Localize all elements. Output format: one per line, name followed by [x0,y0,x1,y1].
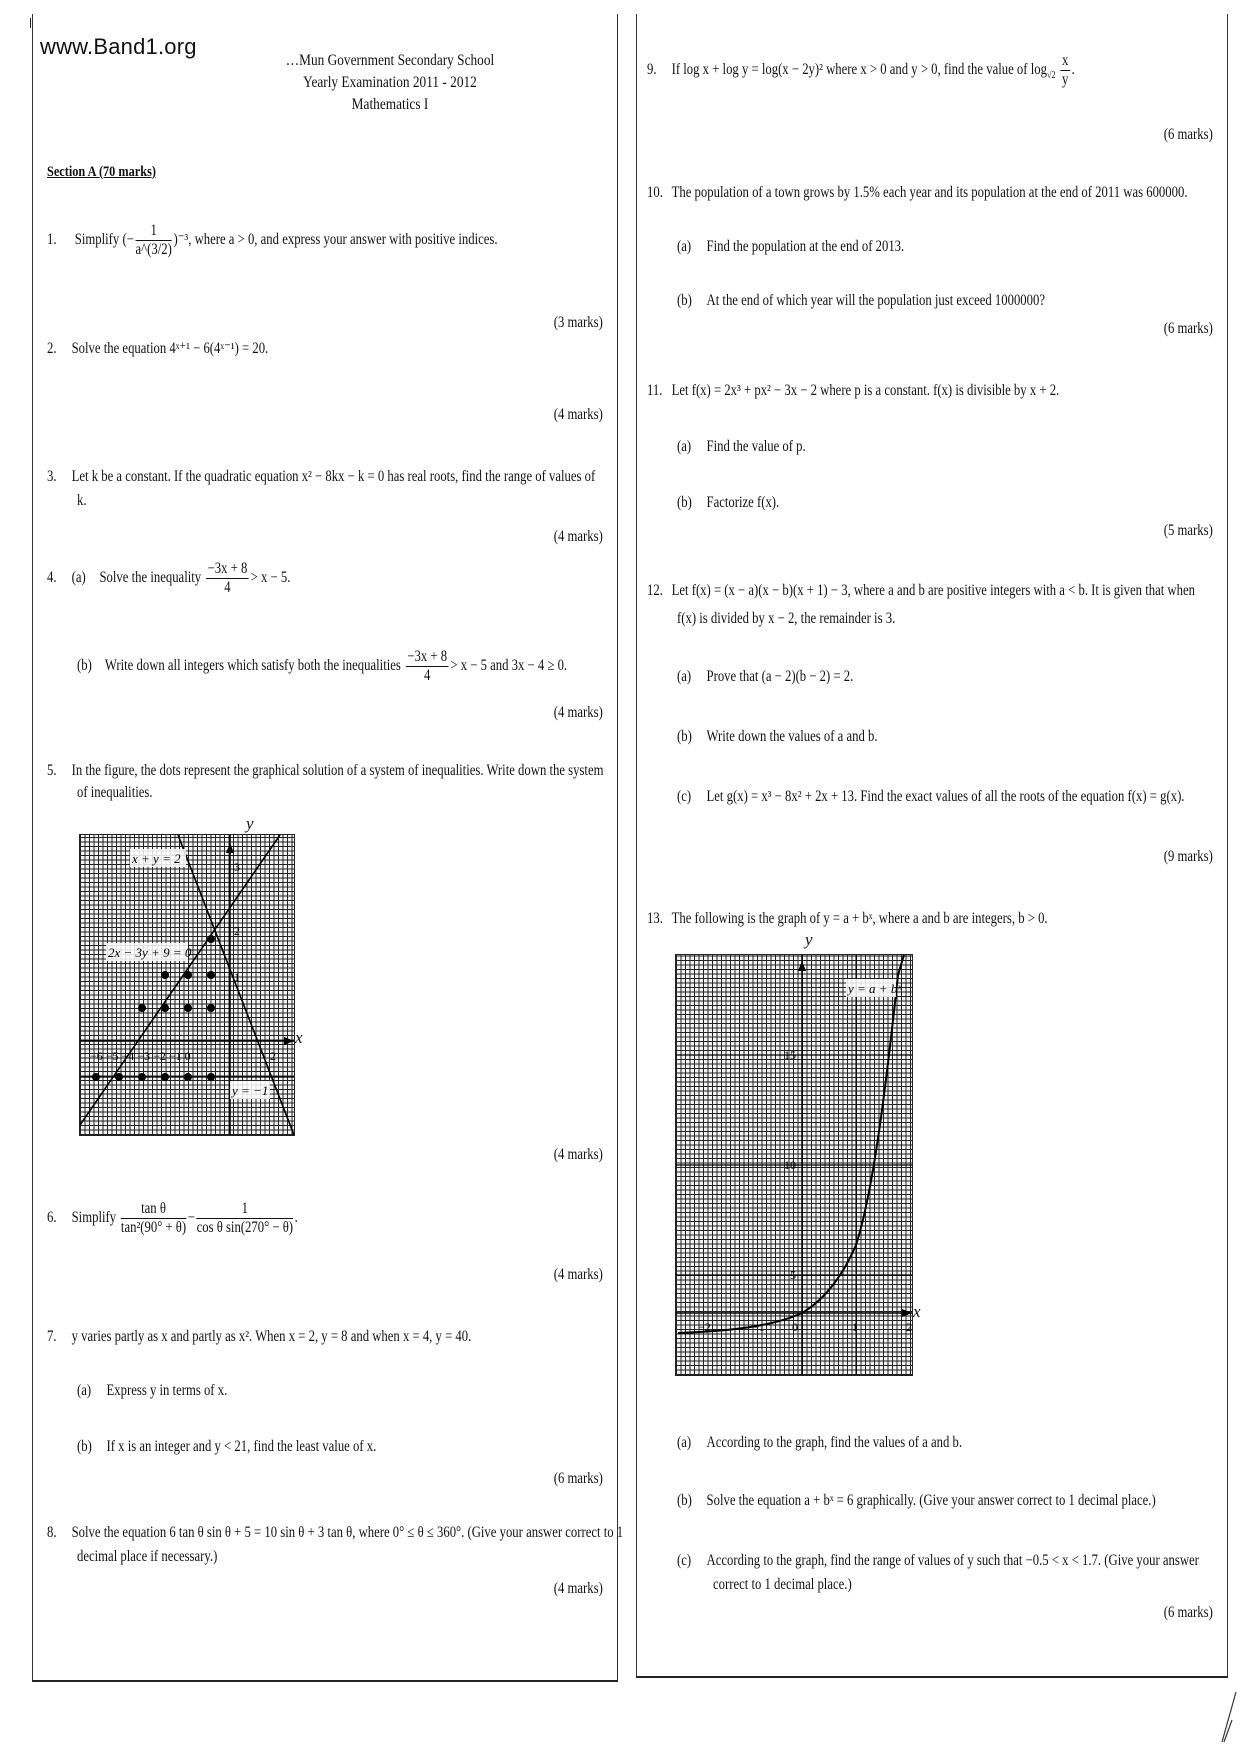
fraction [206,560,249,597]
question-text: Solve the equation a + bˣ = 6 graphically. (Give your answer correct to 1 decimal place.) [706,1492,1156,1509]
inequality-graph-lines [80,835,294,1135]
question-12a [677,666,853,688]
question-text: k. [77,492,87,509]
marks: (4 marks) [553,1266,603,1283]
question-text: Prove that (a − 2)(b − 2) = 2. [706,668,854,685]
part-label: (b) [677,1492,692,1509]
exam-header [195,50,585,116]
fraction [197,1200,293,1237]
question-10 [647,182,1188,204]
question-text: Find the population at the end of 2013. [706,238,905,255]
question-text: > x − 5. [250,569,291,587]
numerator: −3x + 8 [407,648,448,665]
question-text: Let f(x) = (x − a)(x − b)(x + 1) − 3, where a and b are positive integers with a < b. It is given that when [671,582,1195,599]
svg-text:3: 3 [234,860,240,874]
question-number: 12. [647,582,663,599]
question-11a [677,436,806,458]
question-text: According to the graph, find the range of values of y such that −0.5 < x < 1.7. (Give your answer [706,1552,1199,1569]
question-text: . [294,1209,298,1227]
school-name: …Mun Government Secondary School [285,52,495,69]
svg-text:x + y = 2: x + y = 2 [132,851,181,866]
question-text: Express y in terms of x. [106,1382,228,1399]
subject-title: Mathematics I [351,96,429,113]
question-12 [647,580,1195,602]
question-13a [677,1432,962,1454]
question-number: 6. [47,1209,57,1227]
marks: (4 marks) [553,1580,603,1597]
marks: (4 marks) [553,1146,603,1163]
part-label: (a) [677,438,692,455]
question-text: Let k be a constant. If the quadratic equation x² − 8kx − k = 0 has real roots, find the range of values of [71,468,596,485]
denominator: 4 [424,667,431,684]
scan-mark [30,18,31,28]
question-7b [77,1436,376,1458]
marks: (6 marks) [1163,320,1213,337]
svg-text:1: 1 [234,970,240,984]
svg-text:−1: −1 [752,1320,765,1334]
question-13b [677,1490,1156,1512]
section-title: Section A (70 marks) [47,164,156,180]
question-10b [677,290,1045,312]
question-5 [47,760,603,782]
denominator: cos θ sin(270° − θ) [196,1219,294,1236]
numerator: tan θ [121,1200,186,1219]
numerator: 1 [197,1200,293,1219]
question-text: The population of a town grows by 1.5% each year and its population at the end of 2011 was 600000. [671,184,1188,201]
question-12-cont [677,608,895,630]
question-number: 3. [47,468,57,485]
svg-text:−2: −2 [698,1320,711,1334]
denominator: y [1062,71,1069,88]
question-9 [647,52,1075,89]
question-text: The following is the graph of y = a + bˣ, where a and b are integers, b > 0. [671,910,1048,927]
svg-text:0: 0 [792,1320,798,1334]
question-4b [77,648,567,685]
svg-text:1: 1 [852,1320,858,1334]
marks: (6 marks) [1163,1604,1213,1621]
marks: (6 marks) [1163,126,1213,143]
part-label: (b) [677,494,692,511]
marks: (4 marks) [553,704,603,721]
question-text: Factorize f(x). [706,494,780,511]
question-text: Solve the inequality [99,569,202,587]
scan-slash-mark [1210,1690,1240,1750]
question-12c [677,786,1184,808]
marks: (4 marks) [553,528,603,545]
question-3-cont [77,490,87,512]
marks: (5 marks) [1163,522,1213,539]
svg-text:y = a + bˣ: y = a + bˣ [848,981,901,996]
question-13 [647,908,1048,930]
part-label: (b) [77,1438,92,1455]
question-7a [77,1380,227,1402]
fraction [406,648,449,685]
question-text: Let g(x) = x³ − 8x² + 2x + 13. Find the exact values of all the roots of the equation f(x) = g(x). [706,788,1185,805]
part-label: (a) [677,238,692,255]
question-4a [47,560,290,597]
graph-y-axis-label: y [246,814,254,833]
question-11b [677,492,779,514]
fraction [121,1200,186,1237]
graph-x-axis-label: x [295,1028,303,1047]
question-text: y varies partly as x and partly as x². When x = 2, y = 8 and when x = 4, y = 40. [71,1328,472,1345]
marks: (6 marks) [553,1470,603,1487]
svg-text:15: 15 [784,1048,796,1062]
question-2 [47,338,268,360]
question-text: According to the graph, find the values of a and b. [706,1434,963,1451]
question-text: )⁻³, where a > 0, and express your answer with positive indices. [173,231,498,249]
question-text: Find the value of p. [706,438,806,455]
question-1 [47,222,498,259]
graph-y-axis-label: y [805,930,813,949]
question-6 [47,1200,298,1237]
question-text: Write down all integers which satisfy both the inequalities [104,657,401,675]
question-8 [47,1522,623,1544]
question-number: 8. [47,1524,57,1541]
marks: (4 marks) [553,406,603,423]
svg-text:2: 2 [270,1049,276,1063]
question-text: Simplify [71,1209,117,1227]
question-number: 9. [647,61,657,79]
question-text: In the figure, the dots represent the graphical solution of a system of inequalities. Write down the system [71,762,604,779]
question-text: Let f(x) = 2x³ + px² − 3x − 2 where p is a constant. f(x) is divisible by x + 2. [671,382,1060,399]
operator: − [187,1209,195,1227]
denominator: 4 [224,579,231,596]
question-text: Write down the values of a and b. [706,728,878,745]
exponential-graph-curve [676,955,912,1375]
part-label: (a) [77,1382,92,1399]
part-label: (c) [677,1552,692,1569]
marks: (3 marks) [553,314,603,331]
question-number: 5. [47,762,57,779]
question-10a [677,236,904,258]
part-label: (a) [677,668,692,685]
part-label: (b) [77,657,92,675]
part-label: (b) [677,292,692,309]
svg-text:2: 2 [906,1320,912,1334]
part-label: (a) [71,569,86,587]
question-text: If x is an integer and y < 21, find the least value of x. [106,1438,377,1455]
question-12b [677,726,878,748]
svg-text:10: 10 [784,1158,796,1172]
question-number: 10. [647,184,663,201]
numerator: x [1062,52,1069,69]
question-number: 4. [47,569,57,587]
question-text: decimal place if necessary.) [77,1548,218,1565]
numerator: 1 [135,222,171,241]
question-text: At the end of which year will the population just exceed 1000000? [706,292,1046,309]
question-text: Solve the equation 4ˣ⁺¹ − 6(4ˣ⁻¹) = 20. [71,340,269,357]
question-text: f(x) is divided by x − 2, the remainder is 3. [677,610,896,627]
svg-text:2: 2 [234,924,240,938]
svg-text:−6 −5 −4 −3 −2 −1 0: −6 −5 −4 −3 −2 −1 0 [90,1049,191,1063]
question-text: Solve the equation 6 tan θ sin θ + 5 = 10 sin θ + 3 tan θ, where 0° ≤ θ ≤ 360°. (Give your answer correct to 1 [71,1524,624,1541]
right-column [636,14,1228,1678]
fraction [1060,52,1070,89]
question-8-cont [77,1546,217,1568]
svg-text:y = −1: y = −1 [232,1083,269,1098]
question-13c-cont [713,1574,852,1596]
question-text: If log x + log y = log(x − 2y)² where x > 0 and y > 0, find the value of log [671,61,1047,79]
watermark: www.Band1.org [40,34,197,59]
part-label: (b) [677,728,692,745]
question-5-cont [77,782,153,804]
denominator: a^(3/2) [135,241,172,258]
question-13c [677,1550,1199,1572]
svg-text:2x − 3y + 9 = 0: 2x − 3y + 9 = 0 [108,945,192,960]
question-number: 11. [647,382,663,399]
question-text: Simplify (− [74,231,134,249]
left-column [32,14,624,1682]
question-11 [647,380,1059,402]
marks: (9 marks) [1163,848,1213,865]
numerator: −3x + 8 [207,560,248,577]
part-label: (c) [677,788,692,805]
part-label: (a) [677,1434,692,1451]
log-base: √2 [1046,70,1056,82]
question-text: . [1071,61,1075,79]
exponential-graph [675,954,913,1376]
fraction [135,222,171,259]
exam-title: Yearly Examination 2011 - 2012 [303,74,477,91]
inequality-graph [79,834,295,1136]
question-text: correct to 1 decimal place.) [713,1576,852,1593]
question-number: 1. [47,231,57,249]
denominator: tan²(90° + θ) [120,1219,187,1236]
question-number: 2. [47,340,57,357]
question-text: > x − 5 and 3x − 4 ≥ 0. [450,657,568,675]
question-text: of inequalities. [77,784,153,801]
question-number: 7. [47,1328,57,1345]
svg-text:5: 5 [790,1268,796,1282]
question-number: 13. [647,910,663,927]
question-3 [47,466,595,488]
graph-x-axis-label: x [913,1302,921,1321]
question-7 [47,1326,471,1348]
